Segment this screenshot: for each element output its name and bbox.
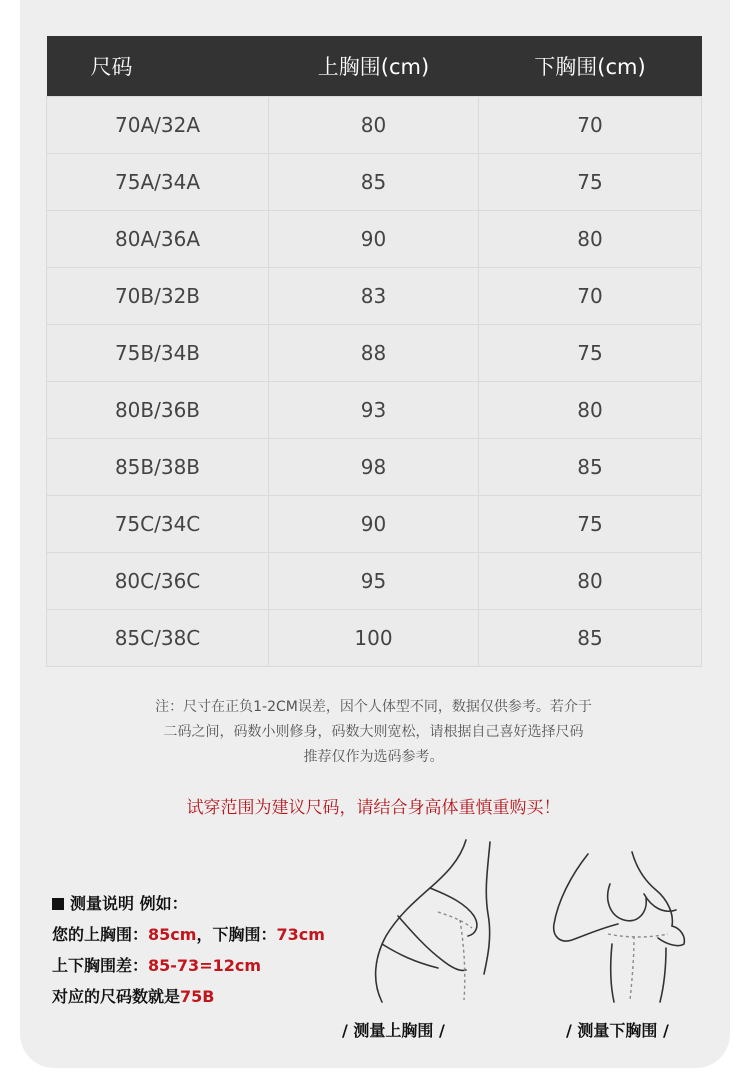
table-row (47, 153, 702, 210)
cell-size: 80A/36A (47, 210, 269, 267)
upper-bust-label: 您的上胸围： (52, 925, 149, 944)
cell-under-bust: 70 (479, 267, 702, 324)
cell-under-bust: 75 (479, 324, 702, 381)
cell-under-bust: 75 (479, 495, 702, 552)
size-warning: 试穿范围为建议尺码，请结合身高体重慎重购买！ (186, 798, 561, 818)
cell-size: 85C/38C (47, 609, 269, 666)
table-row (47, 96, 702, 153)
note-line: 推荐仅作为选码参考。 (303, 749, 444, 765)
cell-under-bust: 70 (479, 96, 702, 153)
measure-line-1 (52, 919, 372, 950)
cell-upper-bust: 90 (269, 495, 479, 552)
table-row (47, 267, 702, 324)
table-row (47, 438, 702, 495)
cell-size: 80C/36C (47, 552, 269, 609)
cell-size: 85B/38B (47, 438, 269, 495)
cell-size: 75C/34C (47, 495, 269, 552)
cell-under-bust: 80 (479, 381, 702, 438)
measure-line-3 (52, 981, 372, 1012)
cell-upper-bust: 85 (269, 153, 479, 210)
cell-upper-bust: 90 (269, 210, 479, 267)
cell-upper-bust: 83 (269, 267, 479, 324)
measure-instructions (52, 888, 372, 1012)
cell-upper-bust: 93 (269, 381, 479, 438)
table-row (47, 552, 702, 609)
note-line: 二码之间，码数小则修身，码数大则宽松，请根据自己喜好选择尺码 (163, 724, 584, 740)
table-row (47, 609, 702, 666)
table-row (47, 495, 702, 552)
upper-bust-value: 85cm (148, 925, 197, 944)
cell-under-bust: 75 (479, 153, 702, 210)
size-table (46, 36, 702, 667)
table-row (47, 324, 702, 381)
cell-upper-bust: 98 (269, 438, 479, 495)
table-row (47, 381, 702, 438)
table-header-row (47, 36, 702, 96)
cell-size: 75B/34B (47, 324, 269, 381)
square-bullet-icon (52, 898, 64, 910)
cell-under-bust: 80 (479, 210, 702, 267)
cell-size: 75A/34A (47, 153, 269, 210)
measure-title: 测量说明 例如： (70, 894, 188, 913)
under-bust-label: ，下胸围： (196, 925, 277, 944)
result-label: 对应的尺码数就是 (52, 987, 181, 1006)
header-under-bust: 下胸围(cm) (479, 36, 702, 96)
header-upper-bust: 上胸围(cm) (269, 36, 479, 96)
cell-size: 70B/32B (47, 267, 269, 324)
cell-under-bust: 85 (479, 609, 702, 666)
cell-under-bust: 85 (479, 438, 702, 495)
measure-title-line (52, 888, 372, 919)
note-line: 注：尺寸在正负1-2CM误差，因个人体型不同，数据仅供参考。若介于 (155, 699, 592, 715)
size-note (46, 695, 701, 770)
under-bust-value: 73cm (276, 925, 325, 944)
difference-value: 85-73=12cm (148, 956, 262, 975)
upper-bust-illustration (338, 836, 538, 1006)
header-size: 尺码 (47, 36, 269, 96)
cell-size: 70A/32A (47, 96, 269, 153)
under-bust-caption: / 测量下胸围 / (566, 1021, 669, 1040)
cell-upper-bust: 100 (269, 609, 479, 666)
result-value: 75B (180, 987, 215, 1006)
table-row (47, 210, 702, 267)
measure-line-2 (52, 950, 372, 981)
cell-upper-bust: 95 (269, 552, 479, 609)
under-bust-illustration (548, 844, 718, 1004)
cell-upper-bust: 88 (269, 324, 479, 381)
upper-bust-caption: / 测量上胸围 / (342, 1021, 445, 1040)
difference-label: 上下胸围差： (52, 956, 149, 975)
cell-upper-bust: 80 (269, 96, 479, 153)
cell-size: 80B/36B (47, 381, 269, 438)
cell-under-bust: 80 (479, 552, 702, 609)
